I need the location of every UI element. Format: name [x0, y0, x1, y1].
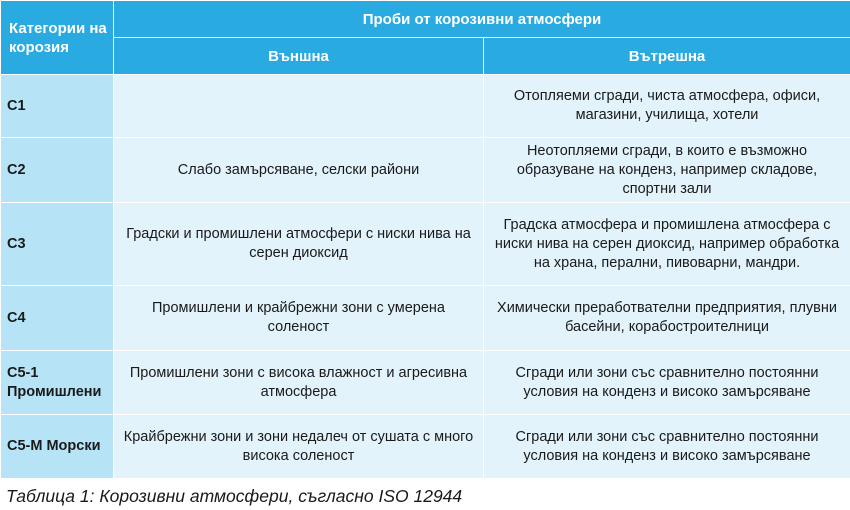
indoor-cell: Градска атмосфера и промишлена атмосфера с ниски нива на серен диоксид, например обработка на храна, перални, пивоварни, мандри.	[484, 203, 850, 286]
indoor-cell: Сгради или зони със сравнително постоянни условия на конденз и високо замърсяване	[484, 351, 850, 415]
indoor-header: Вътрешна	[484, 38, 850, 75]
outdoor-cell: Градски и промишлени атмосфери с ниски нива на серен диоксид	[114, 203, 484, 286]
header-row	[1, 1, 850, 38]
category-cell: C1	[1, 75, 114, 138]
outdoor-cell: Промишлени и крайбрежни зони с умерена соленост	[114, 286, 484, 351]
outdoor-cell: Промишлени зони с висока влажност и агресивна атмосфера	[114, 351, 484, 415]
indoor-cell: Сгради или зони със сравнително постоянни условия на конденз и високо замърсяване	[484, 415, 850, 479]
indoor-cell: Неотопляеми сгради, в които е възможно образуване на конденз, например складове, спортни зали	[484, 138, 850, 203]
outdoor-cell: Крайбрежни зони и зони недалеч от сушата с много висока соленост	[114, 415, 484, 479]
category-cell: C2	[1, 138, 114, 203]
table-caption: Таблица 1: Корозивни атмосфери, съгласно ISO 12944	[6, 486, 463, 506]
table-row	[1, 203, 850, 286]
category-cell: C5-M Морски	[1, 415, 114, 479]
table-row	[1, 351, 850, 415]
outdoor-cell	[114, 75, 484, 138]
group-header: Проби от корозивни атмосфери	[114, 1, 850, 38]
table-row	[1, 286, 850, 351]
outdoor-header: Външна	[114, 38, 484, 75]
category-cell: C3	[1, 203, 114, 286]
table-row	[1, 415, 850, 479]
category-cell: C4	[1, 286, 114, 351]
indoor-cell: Химически преработвателни предприятия, плувни басейни, корабостроителници	[484, 286, 850, 351]
table-row	[1, 138, 850, 203]
category-header: Категории на корозия	[1, 1, 114, 75]
table-row	[1, 75, 850, 138]
category-cell: C5-1 Промишлени	[1, 351, 114, 415]
outdoor-cell: Слабо замърсяване, селски райони	[114, 138, 484, 203]
subheader-row	[1, 38, 850, 75]
indoor-cell: Отопляеми сгради, чиста атмосфера, офиси, магазини, училища, хотели	[484, 75, 850, 138]
